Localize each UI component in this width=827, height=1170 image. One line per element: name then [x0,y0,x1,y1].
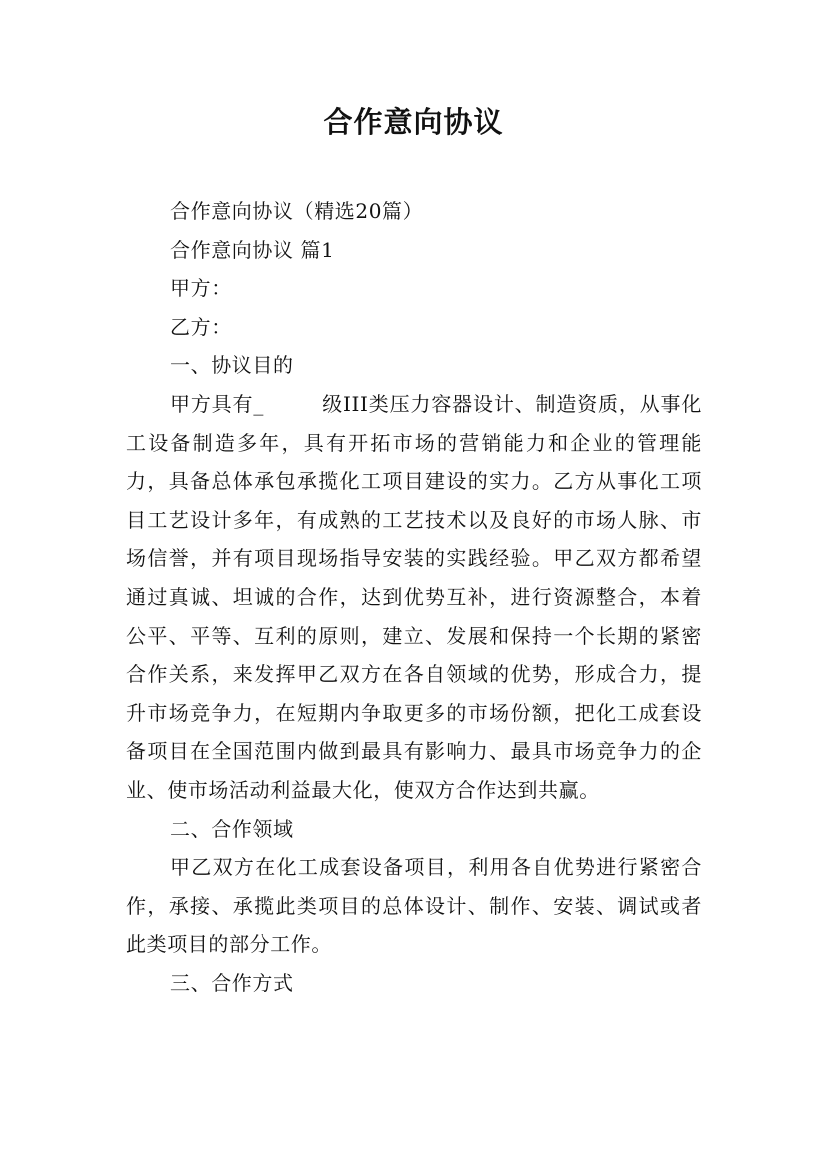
field-paragraph: 甲乙双方在化工成套设备项目，利用各自优势进行紧密合作，承接、承揽此类项目的总体设计、制作、安装、调试或者此类项目的部分工作。 [126,855,702,957]
document-subtitle: 合作意向协议（精选20篇） [170,199,424,223]
section-heading-method: 三、合作方式 [170,970,294,995]
purpose-paragraph-prefix: 甲方具有_ [170,391,264,416]
section-heading: 合作意向协议 篇1 [170,237,335,262]
document-body [126,192,702,1002]
section-heading-field: 二、合作领域 [170,816,294,841]
party-b-label: 乙方： [170,314,232,339]
document-title: 合作意向协议 [323,105,504,139]
purpose-paragraph-text: 级III类压力容器设计、制造资质，从事化工设备制造多年，具有开拓市场的营销能力和企业的管理能力，具备总体承包承揽化工项目建设的实力。乙方从事化工项目工艺设计多年，有成熟的工艺技术以及良好的市场人脉、市场信誉，并有项目现场指导安装的实践经验。甲乙双方都希望通过真诚、坦诚的合作，达到优势互补，进行资源整合，本着公平、平等、互利的原则，建立、发展和保持一个长期的紧密合作关系，来发挥甲乙双方在各自领域的优势，形成合力，提升市场竞争力，在短期内争取更多的市场份额，把化工成套设备项目在全国范围内做到最具有影响力、最具市场竞争力的企业、使市场活动利益最大化，使双方合作达到共赢。 [126,391,703,802]
party-a-label: 甲方： [170,276,232,301]
section-heading-purpose: 一、协议目的 [170,353,294,378]
purpose-paragraph [126,385,702,810]
